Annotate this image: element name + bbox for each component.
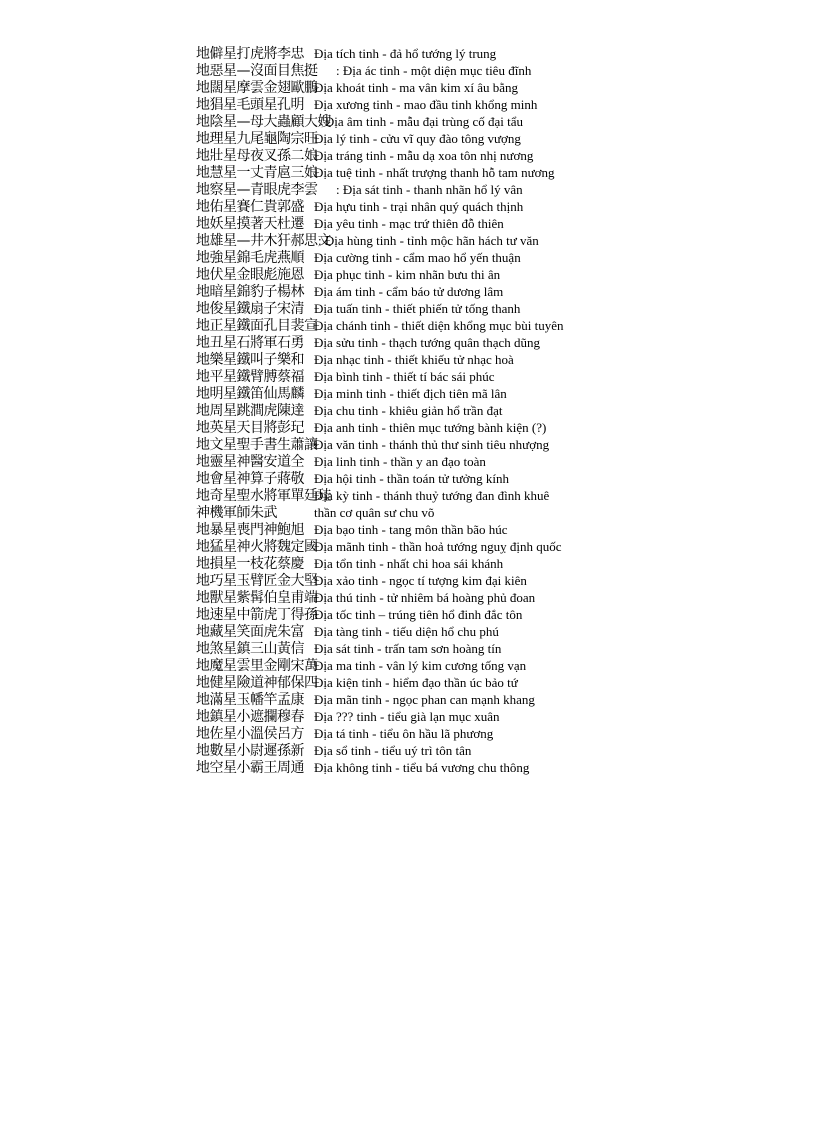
chinese-name: 地健星險道神郁保四 [196,675,318,691]
list-item [196,198,756,215]
list-item [196,674,756,691]
chinese-name: 地會星神算子蔣敬 [196,471,304,487]
vietnamese-reading: Địa hựu tinh - trại nhân quý quách thịnh [314,199,524,214]
vietnamese-reading: Địa chu tinh - khiêu giản hổ trần đạt [314,403,503,418]
chinese-name: 地陰星—母大蟲顧大嫂 [196,114,331,130]
chinese-name: 地滿星玉幡竿孟康 [196,692,304,708]
chinese-name: 地平星鐵臂膊蔡福 [196,369,304,385]
chinese-name: 地藏星笑面虎朱富 [196,624,304,640]
vietnamese-reading: Địa tuấn tinh - thiết phiến tử tống thanh [314,301,521,316]
list-item [196,62,756,79]
chinese-name: 地強星錦毛虎燕順 [196,250,304,266]
vietnamese-reading: Địa chánh tinh - thiết diện khổng mục bùi tuyên [314,318,564,333]
vietnamese-reading: Địa tốc tinh – trúng tiên hổ đinh đắc tôn [314,607,523,622]
chinese-name: 地鎮星小遮攔穆春 [196,709,304,725]
list-item [196,351,756,368]
vietnamese-reading: Địa bạo tinh - tang môn thần bão húc [314,522,508,537]
chinese-name: 地慧星一丈青扈三娘 [196,165,318,181]
vietnamese-reading: Địa kiện tinh - hiểm đạo thần úc bảo tứ [314,675,518,690]
list-item [196,147,756,164]
vietnamese-reading: : Địa âm tinh - mẫu đại trùng cố đại tẩu [318,114,524,129]
vietnamese-reading: : Địa sát tinh - thanh nhãn hổ lý vân [336,182,523,197]
vietnamese-reading: Địa minh tinh - thiết địch tiên mã lân [314,386,507,401]
vietnamese-reading: thần cơ quân sư chu võ [314,505,435,520]
list-item [196,215,756,232]
vietnamese-reading: Địa thú tinh - tử nhiêm bá hoàng phủ đoan [314,590,536,605]
list-item [196,368,756,385]
chinese-name: 地僻星打虎將李忠 [196,46,304,62]
vietnamese-reading: Địa ma tinh - vân lý kim cương tống vạn [314,658,527,673]
chinese-name: 地暴星喪門神鮑旭 [196,522,304,538]
list-item [196,266,756,283]
vietnamese-reading: Địa cường tinh - cẩm mao hổ yến thuận [314,250,521,265]
chinese-name: 地明星鐵笛仙馬麟 [196,386,304,402]
list-item [196,470,756,487]
chinese-name: 地空星小霸王周通 [196,760,304,776]
vietnamese-reading: Địa linh tinh - thần y an đạo toàn [314,454,486,469]
list-item [196,113,756,130]
chinese-name: 地速星中箭虎丁得孫 [196,607,318,623]
vietnamese-reading: Địa anh tinh - thiên mục tướng bành kiện (?) [314,420,547,435]
chinese-name: 地樂星鐵叫子樂和 [196,352,304,368]
chinese-name: 地靈星神醫安道全 [196,454,304,470]
list-item [196,589,756,606]
vietnamese-reading: Địa khoát tinh - ma vân kim xí âu bằng [314,80,518,95]
list-item [196,521,756,538]
chinese-name: 地佐星小溫侯呂方 [196,726,304,742]
vietnamese-reading: Địa mãn tinh - ngọc phan can mạnh khang [314,692,535,707]
vietnamese-reading: Địa tích tinh - đả hổ tướng lý trung [314,46,497,61]
vietnamese-reading: Địa yêu tinh - mạc trứ thiên đỗ thiên [314,216,504,231]
vietnamese-reading: Địa văn tinh - thánh thủ thư sinh tiêu nhượng [314,437,550,452]
chinese-name: 地丑星石將軍石勇 [196,335,304,351]
list-item [196,606,756,623]
chinese-name: 地惡星—沒面目焦挺 [196,63,318,79]
chinese-name: 地獸星紫髯伯皇甫端 [196,590,318,606]
list-item [196,385,756,402]
list-item [196,759,756,776]
vietnamese-reading: Địa hội tinh - thần toán tử tưởng kính [314,471,509,486]
vietnamese-reading: Địa tá tinh - tiểu ôn hầu lã phương [314,726,494,741]
list-item [196,79,756,96]
vietnamese-reading: Địa phục tinh - kim nhãn bưu thi ân [314,267,501,282]
chinese-name: 地猛星神火將魏定國 [196,539,318,555]
list-item [196,725,756,742]
list-item [196,691,756,708]
vietnamese-reading: Địa tuệ tinh - nhất trượng thanh hỗ tam nương [314,165,555,180]
list-item [196,317,756,334]
list-item [196,453,756,470]
list-item [196,555,756,572]
vietnamese-reading: : Địa hùng tinh - tỉnh mộc hãn hách tư văn [318,233,539,248]
vietnamese-reading: Địa sổ tinh - tiểu uý trì tôn tân [314,743,472,758]
list-item [196,300,756,317]
chinese-name: 地英星天目將彭玘 [196,420,304,436]
list-item [196,402,756,419]
vietnamese-reading: Địa ám tinh - cẩm báo tử dương lâm [314,284,504,299]
vietnamese-reading: Địa xương tinh - mao đầu tinh khổng minh [314,97,538,112]
list-item [196,249,756,266]
vietnamese-reading: Địa ??? tinh - tiểu già lạn mục xuân [314,709,500,724]
chinese-name: 地妖星摸著天杜遷 [196,216,304,232]
list-item [196,164,756,181]
chinese-name: 地損星一枝花蔡慶 [196,556,304,572]
list-item [196,487,756,504]
list-item [196,96,756,113]
chinese-name: 地魔星雲里金剛宋萬 [196,658,318,674]
list-item [196,742,756,759]
vietnamese-reading: Địa tráng tinh - mẫu dạ xoa tôn nhị nương [314,148,534,163]
list-item [196,283,756,300]
vietnamese-reading: : Địa ác tinh - một diện mục tiêu đĩnh [336,63,532,78]
chinese-name: 地壯星母夜叉孫二娘 [196,148,318,164]
list-item [196,45,756,62]
vietnamese-reading: Địa nhạc tinh - thiết khiếu tử nhạc hoà [314,352,514,367]
chinese-name: 地正星鐵面孔目裴宣 [196,318,318,334]
list-item [196,334,756,351]
chinese-name: 地奇星聖水將軍單廷珪 [196,488,331,504]
chinese-name: 神機軍師朱武 [196,505,277,521]
chinese-name: 地察星—青眼虎李雲 [196,182,318,198]
list-item [196,708,756,725]
chinese-name: 地闊星摩雲金翅歐鵬 [196,80,318,96]
vietnamese-reading: Địa lý tinh - cửu vĩ quy đào tông vượng [314,131,521,146]
chinese-name: 地理星九尾龜陶宗旺 [196,131,318,147]
vietnamese-reading: Địa bình tinh - thiết tí bác sái phúc [314,369,495,384]
star-name-list [196,45,756,776]
chinese-name: 地伏星金眼彪施恩 [196,267,304,283]
chinese-name: 地周星跳澗虎陳達 [196,403,304,419]
vietnamese-reading: Địa kỳ tinh - thánh thuỷ tướng đan đình khuê [314,488,550,503]
chinese-name: 地佑星賽仁貴郭盛 [196,199,304,215]
list-item [196,538,756,555]
chinese-name: 地數星小尉遲孫新 [196,743,304,759]
chinese-name: 地雄星—井木犴郝思文 [196,233,331,249]
chinese-name: 地文星聖手書生蕭讓 [196,437,318,453]
vietnamese-reading: Địa không tinh - tiểu bá vương chu thông [314,760,530,775]
chinese-name: 地暗星錦豹子楊林 [196,284,304,300]
chinese-name: 地煞星鎮三山黃信 [196,641,304,657]
list-item [196,232,756,249]
list-item [196,640,756,657]
vietnamese-reading: Địa tàng tinh - tiếu diện hổ chu phú [314,624,499,639]
vietnamese-reading: Địa sát tinh - trấn tam sơn hoàng tín [314,641,502,656]
list-item [196,181,756,198]
list-item [196,419,756,436]
list-item [196,572,756,589]
vietnamese-reading: Địa tổn tinh - nhất chi hoa sái khánh [314,556,504,571]
list-item [196,657,756,674]
vietnamese-reading: Địa xảo tinh - ngọc tí tượng kim đại kiên [314,573,527,588]
chinese-name: 地猖星毛頭星孔明 [196,97,304,113]
vietnamese-reading: Địa sửu tinh - thạch tướng quân thạch dũng [314,335,541,350]
list-item [196,504,756,521]
list-item [196,436,756,453]
list-item [196,623,756,640]
chinese-name: 地俊星鐵扇子宋清 [196,301,304,317]
chinese-name: 地巧星玉臂匠金大堅 [196,573,318,589]
list-item [196,130,756,147]
vietnamese-reading: Địa mãnh tinh - thần hoả tướng nguỵ định quốc [314,539,562,554]
